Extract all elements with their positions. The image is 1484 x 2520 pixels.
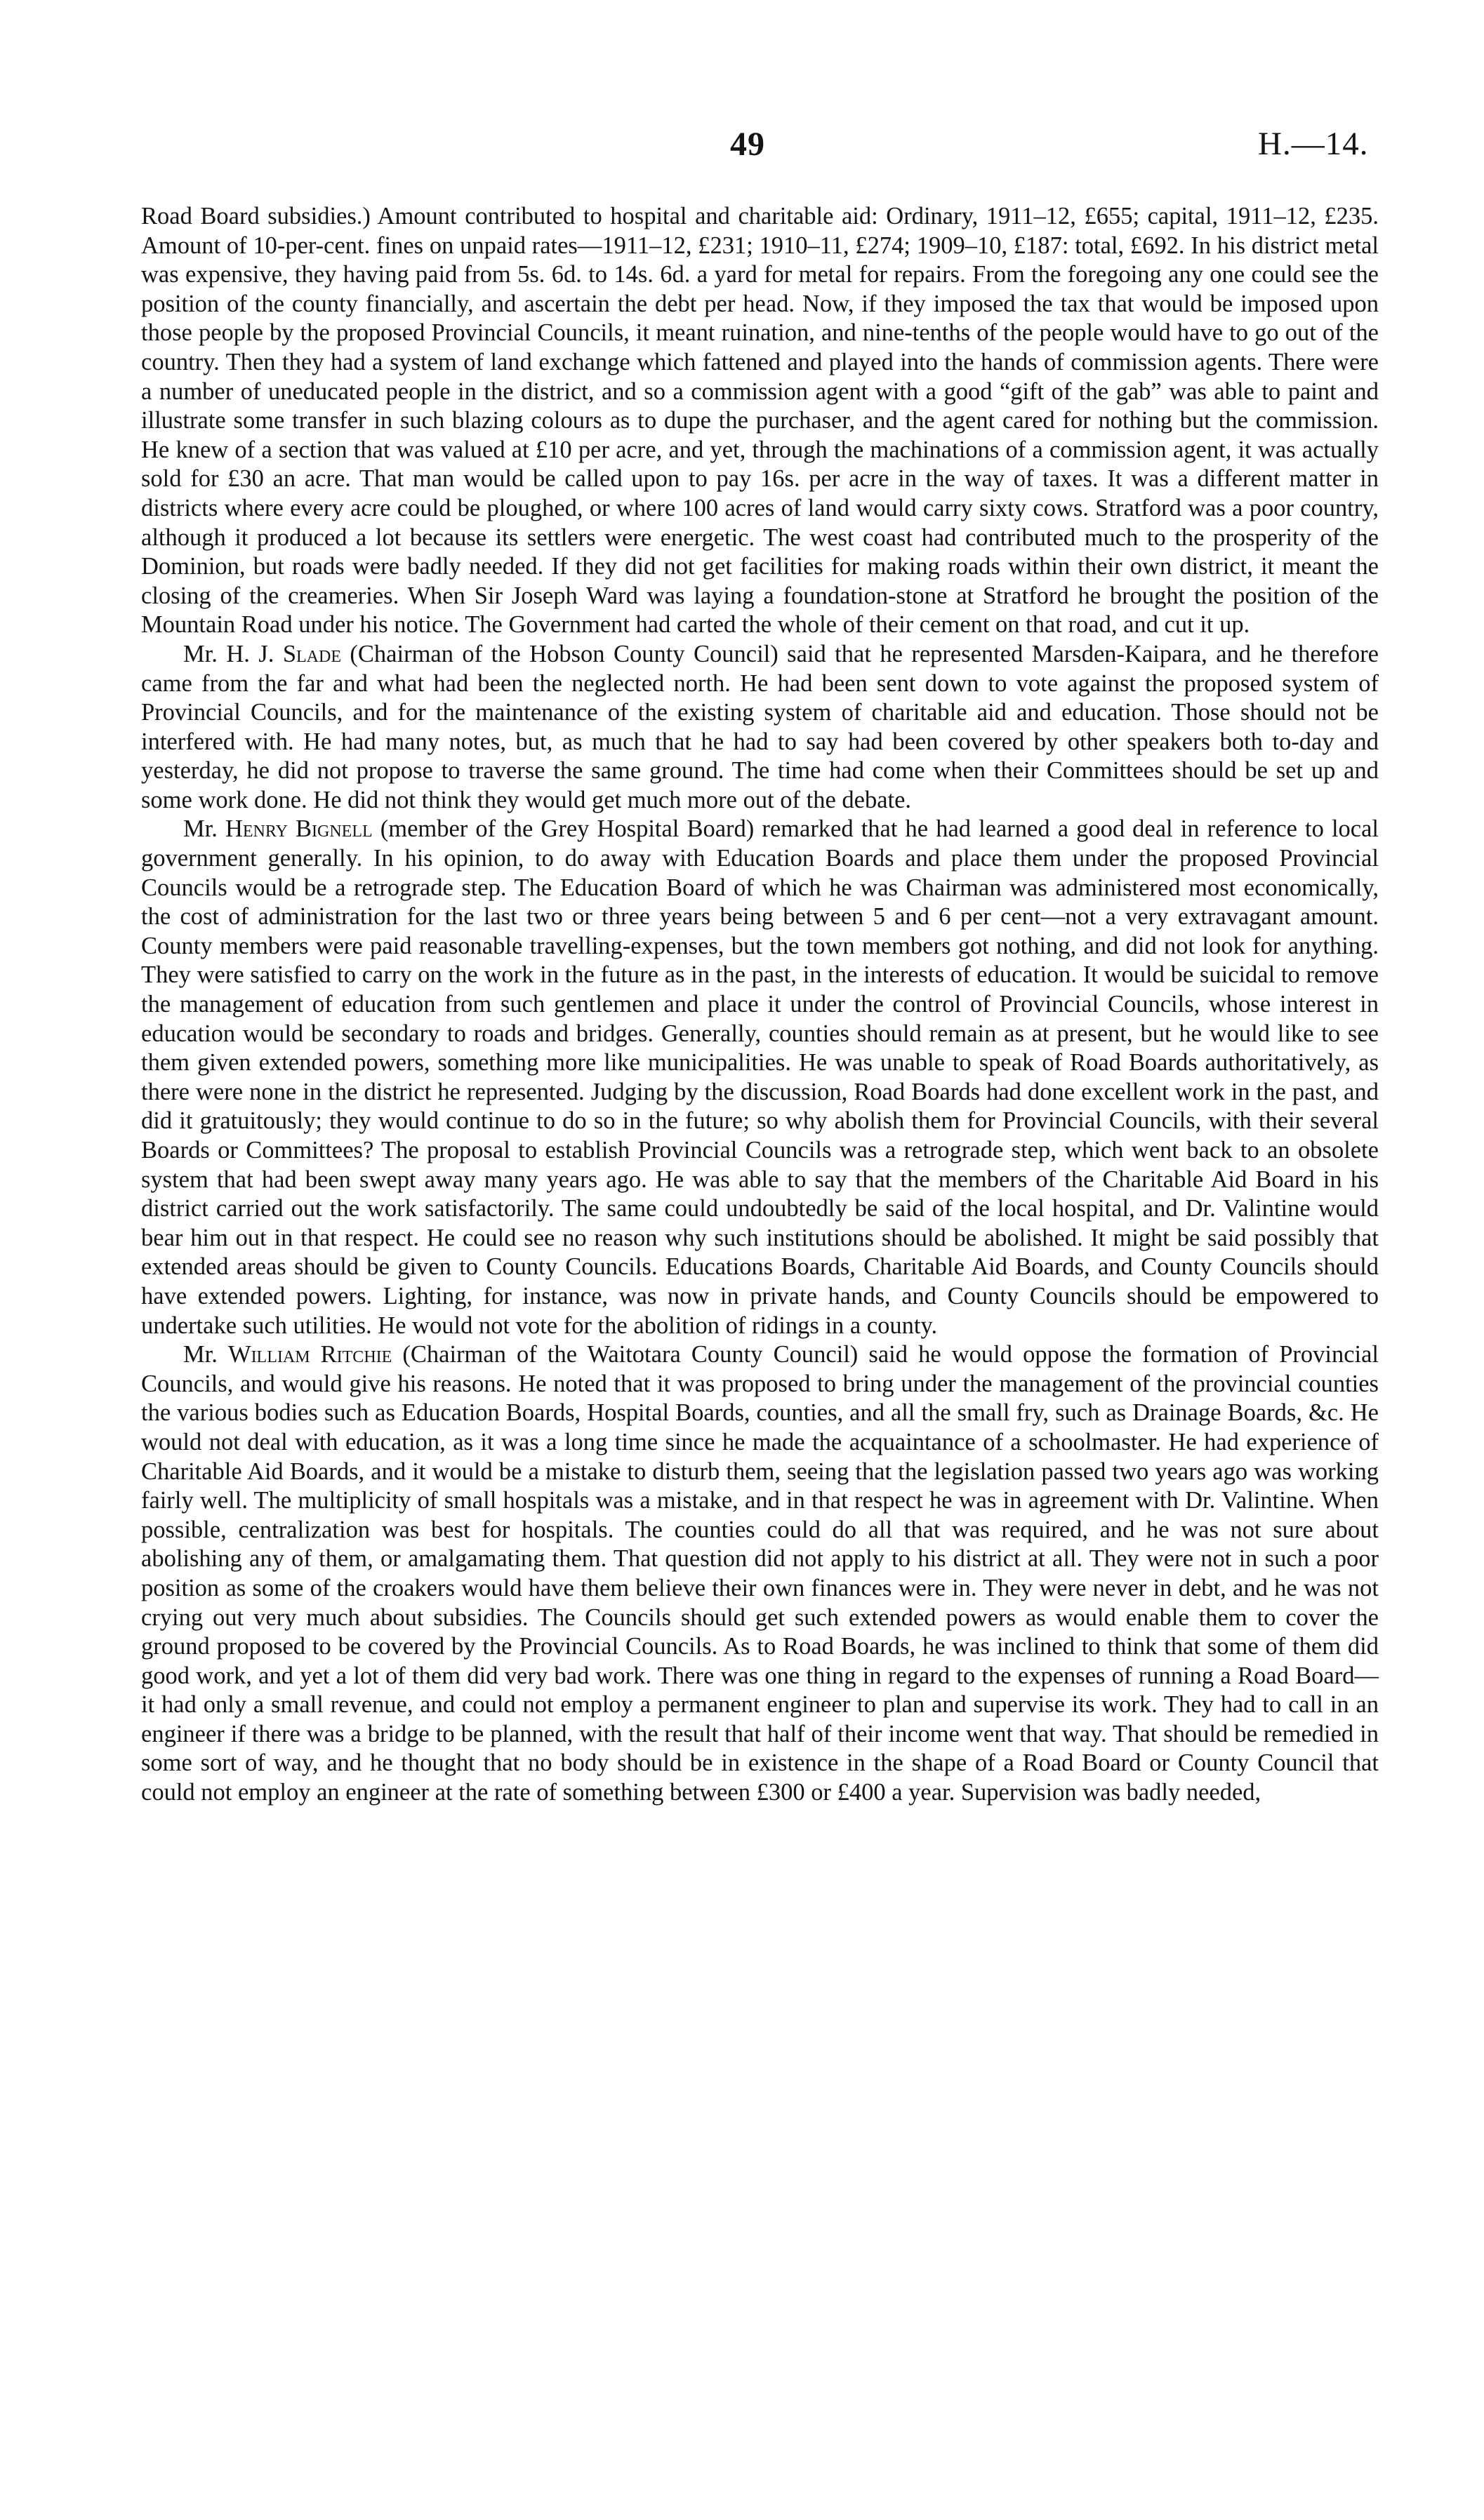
paragraph-slade: [141, 640, 1379, 815]
body-text: [141, 202, 1379, 1808]
page-number: 49: [730, 126, 765, 163]
paragraph-text: Road Board subsidies.) Amount contributed to hospital and charitable aid: Ordinary, 1911–12, £655; capital, 1911–12, £235. Amount of 10-per-cent. fines on unpaid rates—1911–12, £231; 1910–11, £274; 1909–10, £187: total, £692. In his district metal was expensive, they having paid from 5s. 6d. to 14s. 6d. a yard for metal for repairs. From the foregoing any one could see the position of the county financially, and ascertain the debt per head. Now, if they imposed the tax that would be imposed upon those people by the proposed Provincial Councils, it meant ruination, and nine-tenths of the people would have to go out of the country. Then they had a system of land exchange which fattened and played into the hands of commission agents. There were a number of uneducated people in the district, and so a commission agent with a good “gift of the gab” was able to paint and illustrate some transfer in such blazing colours as to dupe the purchaser, and the agent cared for nothing but the commission. He knew of a section that was valued at £10 per acre, and yet, through the machinations of a commission agent, it was actually sold for £30 an acre. That man would be called upon to pay 16s. per acre in the way of taxes. It was a different matter in districts where every acre could be ploughed, or where 100 acres of land would carry sixty cows. Stratford was a poor country, although it produced a lot because its settlers were energetic. The west coast had contributed much to the prosperity of the Dominion, but roads were badly needed. If they did not get facilities for making roads within their own district, it meant the closing of the creameries. When Sir Joseph Ward was laying a foundation-stone at Stratford he brought the position of the Mountain Road under his notice. The Government had carted the whole of their cement on that road, and cut it up.: [141, 203, 1379, 639]
paragraph-bignell: [141, 815, 1379, 1340]
page-header: [0, 125, 1484, 174]
paper-reference: H.—14.: [1258, 126, 1369, 162]
paragraph-text: (Chairman of the Waitotara County Council) said he would oppose the formation of Provincial Councils, and would give his reasons. He noted that it was proposed to bring under the management of the provincial counties the various bodies such as Education Boards, Hospital Boards, counties, and all the small fry, such as Drainage Boards, &c. He would not deal with education, as it was a long time since he made the acquaintance of a schoolmaster. He had experience of Charitable Aid Boards, and it would be a mistake to disturb them, seeing that the legislation passed two years ago was working fairly well. The multiplicity of small hospitals was a mistake, and in that respect he was in agreement with Dr. Valintine. When possible, centralization was best for hospitals. The counties could do all that was required, and he was not sure about abolishing any of them, or amalgamating them. That question did not apply to his district at all. They were not in such a poor position as some of the croakers would have them believe their own finances were in. They were never in debt, and he was not crying out very much about subsidies. The Councils should get such extended powers as would enable them to cover the ground proposed to be covered by the Provincial Councils. As to Road Boards, he was inclined to think that some of them did good work, and yet a lot of them did very bad work. There was one thing in regard to the expenses of running a Road Board—it had only a small revenue, and could not employ a permanent engineer to plan and supervise its work. They had to call in an engineer if there was a bridge to be planned, with the result that half of their income went that way. That should be remedied in some sort of way, and he thought that no body should be in existence in the shape of a Road Board or County Council that could not employ an engineer at the rate of something between £300 or £400 a year. Supervision was badly needed,: [141, 1341, 1379, 1806]
paragraph-text: (Chairman of the Hobson County Council) said that he represented Marsden-Kaipara, and he therefore came from the far and what had been the neglected north. He had been sent down to vote against the proposed system of Provincial Councils, and for the maintenance of the existing system of charitable aid and education. Those should not be interfered with. He had many notes, but, as much that he had to say had been covered by other speakers both to-day and yesterday, he did not propose to traverse the same ground. The time had come when their Committees should be set up and some work done. He did not think they would get much more out of the debate.: [141, 640, 1379, 813]
paragraph-text: (member of the Grey Hospital Board) remarked that he had learned a good deal in reference to local government generally. In his opinion, to do away with Education Boards and place them under the proposed Provincial Councils would be a retrograde step. The Education Board of which he was Chairman was administered most economically, the cost of administration for the last two or three years being between 5 and 6 per cent—not a very extravagant amount. County members were paid reasonable travelling-expenses, but the town members got nothing, and did not look for anything. They were satisfied to carry on the work in the future as in the past, in the interests of education. It would be suicidal to remove the management of education from such gentlemen and place it under the control of Provincial Councils, whose interest in education would be secondary to roads and bridges. Generally, counties should remain as at present, but he would like to see them given extended powers, something more like municipalities. He was unable to speak of Road Boards authoritatively, as there were none in the district he represented. Judging by the discussion, Road Boards had done excellent work in the past, and did it gratuitously; they would continue to do so in the future; so why abolish them for Provincial Councils, with their several Boards or Committees? The proposal to establish Provincial Councils was a retrograde step, which went back to an obsolete system that had been swept away many years ago. He was able to say that the members of the Charitable Aid Board in his district carried out the work satisfactorily. The same could undoubtedly be said of the local hospital, and Dr. Valintine would bear him out in that respect. He could see no reason why such institutions should be abolished. It might be said possibly that extended areas should be given to County Councils. Educations Boards, Charitable Aid Boards, and County Councils should have extended powers. Lighting, for instance, was now in private hands, and County Councils should be empowered to undertake such utilities. He would not vote for the abolition of ridings in a county.: [141, 815, 1379, 1339]
speaker-name: Slade: [282, 640, 341, 667]
paragraph-road-board-subsidies: [141, 202, 1379, 640]
paragraph-ritchie: [141, 1340, 1379, 1808]
speaker-prefix: Mr.: [183, 815, 225, 843]
speaker-prefix: Mr.: [183, 1341, 228, 1368]
speaker-name: William Ritchie: [228, 1341, 392, 1368]
speaker-name: Henry Bignell: [225, 815, 373, 843]
speaker-prefix: Mr. H. J.: [183, 640, 283, 667]
